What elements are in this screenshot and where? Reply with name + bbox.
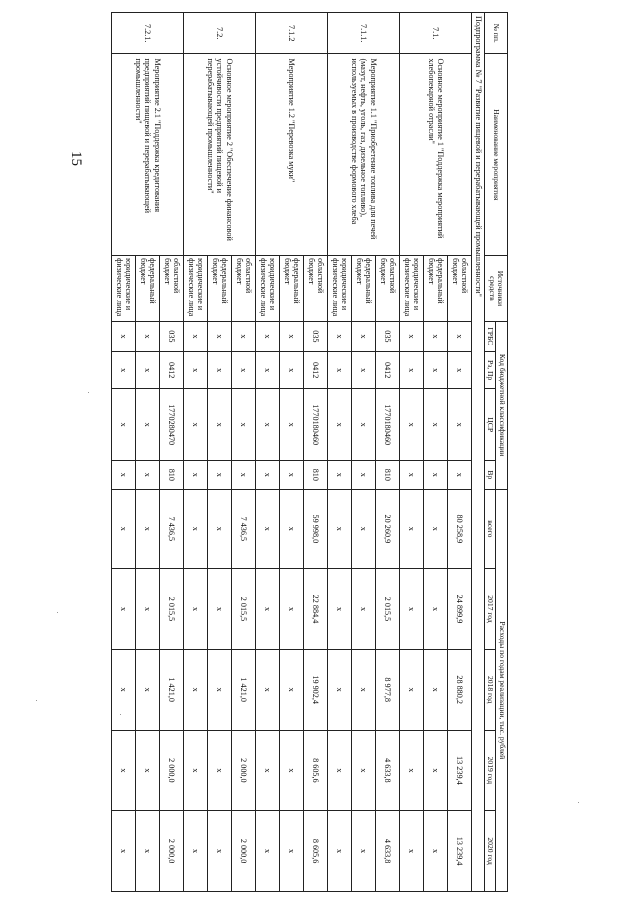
cell-y2017: х xyxy=(256,569,280,650)
cell-y2019: 2 000,0 xyxy=(160,730,184,811)
cell-rzpr: х xyxy=(328,352,352,389)
cell-grbs: х xyxy=(328,321,352,352)
cell-total: 59 998,0 xyxy=(304,489,328,569)
cell-total: 80 258,9 xyxy=(448,489,472,569)
funding-source: федеральный бюджет xyxy=(280,256,304,321)
cell-y2017: 2 015,5 xyxy=(232,569,256,650)
cell-y2018: х xyxy=(112,649,136,730)
header-2017: 2017 год xyxy=(484,569,496,650)
expenses-table xyxy=(111,12,508,892)
cell-y2019: х xyxy=(280,730,304,811)
cell-y2019: х xyxy=(112,730,136,811)
cell-csr: х xyxy=(112,389,136,461)
cell-grbs: х xyxy=(184,321,208,352)
cell-y2019: х xyxy=(424,730,448,811)
header-csr: ЦСР xyxy=(484,389,496,461)
header-no: № пп. xyxy=(484,13,507,54)
cell-y2020: 2 000,0 xyxy=(160,811,184,892)
cell-total: х xyxy=(256,489,280,569)
header-expenses: Расходы по годам реализации, тыс. рублей xyxy=(496,489,508,891)
table-row xyxy=(448,13,472,892)
cell-total: х xyxy=(112,489,136,569)
funding-source: федеральный бюджет xyxy=(352,256,376,321)
cell-csr: х xyxy=(424,389,448,461)
cell-csr: х xyxy=(256,389,280,461)
cell-y2017: 24 899,9 xyxy=(448,569,472,650)
cell-rzpr: х xyxy=(136,352,160,389)
cell-y2020: х xyxy=(328,811,352,892)
activity-name: Мероприятие 2.1 "Поддержка кредитования предприятий пищевой и перерабатывающей промышленности" xyxy=(112,54,184,256)
table-row xyxy=(232,13,256,892)
funding-source: федеральный бюджет xyxy=(424,256,448,321)
scan-speck xyxy=(578,802,579,803)
cell-y2018: 8 977,8 xyxy=(376,649,400,730)
header-source: Источники средств xyxy=(484,256,507,321)
activity-name: Мероприятие 1.1 "Приобретение топлива для печей (мазут, нефть, уголь, газ, дизельное топливо), используемых в производстве формового хлеба xyxy=(328,54,400,256)
cell-y2020: х xyxy=(400,811,424,892)
cell-total: х xyxy=(352,489,376,569)
cell-y2018: х xyxy=(256,649,280,730)
cell-grbs: х xyxy=(112,321,136,352)
cell-rzpr: 0412 xyxy=(304,352,328,389)
cell-total: 20 260,9 xyxy=(376,489,400,569)
funding-source: областной бюджет xyxy=(376,256,400,321)
cell-grbs: х xyxy=(232,321,256,352)
funding-source: областной бюджет xyxy=(160,256,184,321)
header-total: всего xyxy=(484,489,496,569)
cell-y2017: х xyxy=(136,569,160,650)
cell-total: х xyxy=(328,489,352,569)
cell-vr: х xyxy=(184,461,208,489)
cell-y2017: х xyxy=(184,569,208,650)
cell-vr: х xyxy=(400,461,424,489)
cell-rzpr: 0412 xyxy=(160,352,184,389)
cell-y2018: х xyxy=(280,649,304,730)
subprogram-row xyxy=(472,13,484,892)
cell-y2017: х xyxy=(400,569,424,650)
cell-rzpr: х xyxy=(184,352,208,389)
cell-y2018: х xyxy=(352,649,376,730)
cell-rzpr: х xyxy=(208,352,232,389)
cell-y2018: х xyxy=(184,649,208,730)
cell-rzpr: х xyxy=(400,352,424,389)
cell-csr: х xyxy=(448,389,472,461)
table-row xyxy=(376,13,400,892)
cell-total: х xyxy=(424,489,448,569)
cell-y2018: 1 421,0 xyxy=(232,649,256,730)
cell-y2020: х xyxy=(352,811,376,892)
cell-vr: х xyxy=(208,461,232,489)
header-grbs: ГРБС xyxy=(484,321,496,352)
cell-y2019: 4 633,8 xyxy=(376,730,400,811)
funding-source: областной бюджет xyxy=(232,256,256,321)
cell-grbs: х xyxy=(352,321,376,352)
cell-grbs: х xyxy=(424,321,448,352)
activity-name: Мероприятие 1.2 "Перевозка муки" xyxy=(256,54,328,256)
scan-speck xyxy=(88,392,89,393)
cell-grbs: х xyxy=(280,321,304,352)
header-name: Наименование мероприятия xyxy=(484,54,507,256)
cell-rzpr: х xyxy=(112,352,136,389)
cell-csr: х xyxy=(184,389,208,461)
cell-total: 7 436,5 xyxy=(232,489,256,569)
cell-y2017: х xyxy=(112,569,136,650)
header-budget-code: Код бюджетной классификации xyxy=(496,321,508,489)
cell-y2019: х xyxy=(328,730,352,811)
cell-y2018: х xyxy=(400,649,424,730)
cell-y2018: х xyxy=(328,649,352,730)
cell-vr: х xyxy=(112,461,136,489)
cell-y2017: х xyxy=(280,569,304,650)
cell-csr: х xyxy=(352,389,376,461)
cell-grbs: х xyxy=(208,321,232,352)
cell-grbs: х xyxy=(136,321,160,352)
activity-name: Основное мероприятие 1 "Поддержка мероприятий хлебопекарной отрасли" xyxy=(400,54,472,256)
cell-y2017: 22 884,4 xyxy=(304,569,328,650)
cell-y2020: х xyxy=(184,811,208,892)
cell-vr: 810 xyxy=(304,461,328,489)
cell-y2020: х xyxy=(208,811,232,892)
cell-rzpr: 0412 xyxy=(376,352,400,389)
cell-y2019: х xyxy=(208,730,232,811)
cell-total: х xyxy=(400,489,424,569)
funding-source: федеральный бюджет xyxy=(136,256,160,321)
header-2018: 2018 год xyxy=(484,649,496,730)
cell-y2020: х xyxy=(112,811,136,892)
table-body xyxy=(112,13,484,892)
cell-vr: х xyxy=(256,461,280,489)
cell-y2020: х xyxy=(256,811,280,892)
row-number: 7.1.1. xyxy=(328,13,400,54)
cell-vr: 810 xyxy=(376,461,400,489)
cell-csr: 1770180460 xyxy=(304,389,328,461)
cell-csr: х xyxy=(280,389,304,461)
cell-y2019: х xyxy=(256,730,280,811)
cell-y2020: х xyxy=(424,811,448,892)
cell-rzpr: х xyxy=(280,352,304,389)
cell-grbs: 035 xyxy=(160,321,184,352)
cell-total: х xyxy=(208,489,232,569)
cell-csr: х xyxy=(136,389,160,461)
activity-name: Основное мероприятие 2 "Обеспечение финансовой устойчивости предприятий пищевой и перерабатывающей промышленности" xyxy=(184,54,256,256)
funding-source: юридические и физические лица xyxy=(256,256,280,321)
funding-source: областной бюджет xyxy=(304,256,328,321)
cell-y2017: х xyxy=(352,569,376,650)
funding-source: юридические и физические лица xyxy=(400,256,424,321)
row-number: 7.1. xyxy=(400,13,472,54)
cell-rzpr: х xyxy=(232,352,256,389)
funding-source: юридические и физические лица xyxy=(112,256,136,321)
funding-source: юридические и физические лица xyxy=(184,256,208,321)
funding-source: юридические и физические лица xyxy=(328,256,352,321)
header-vr: Вр xyxy=(484,461,496,489)
cell-y2018: х xyxy=(136,649,160,730)
table-header xyxy=(484,13,507,892)
cell-y2020: 4 633,8 xyxy=(376,811,400,892)
cell-vr: х xyxy=(424,461,448,489)
header-rzpr: Рз, Пр xyxy=(484,352,496,389)
row-number: 7.2.1. xyxy=(112,13,184,54)
cell-y2019: х xyxy=(352,730,376,811)
cell-vr: х xyxy=(232,461,256,489)
page-number: 15 xyxy=(68,151,84,166)
cell-y2020: 8 605,6 xyxy=(304,811,328,892)
cell-csr: х xyxy=(400,389,424,461)
cell-csr: 1770180460 xyxy=(376,389,400,461)
cell-y2019: х xyxy=(400,730,424,811)
cell-total: 7 436,5 xyxy=(160,489,184,569)
cell-y2020: х xyxy=(280,811,304,892)
cell-y2018: х xyxy=(424,649,448,730)
cell-grbs: 035 xyxy=(376,321,400,352)
cell-csr: х xyxy=(232,389,256,461)
cell-y2019: 2 000,0 xyxy=(232,730,256,811)
cell-y2019: 8 605,6 xyxy=(304,730,328,811)
cell-y2017: х xyxy=(328,569,352,650)
cell-y2020: 2 000,0 xyxy=(232,811,256,892)
cell-vr: 810 xyxy=(160,461,184,489)
header-2019: 2019 год xyxy=(484,730,496,811)
cell-y2017: х xyxy=(208,569,232,650)
cell-y2018: 28 880,2 xyxy=(448,649,472,730)
cell-rzpr: х xyxy=(424,352,448,389)
cell-y2019: х xyxy=(136,730,160,811)
cell-total: х xyxy=(184,489,208,569)
cell-csr: х xyxy=(328,389,352,461)
funding-source: областной бюджет xyxy=(448,256,472,321)
cell-vr: х xyxy=(352,461,376,489)
cell-csr: 1770280470 xyxy=(160,389,184,461)
funding-source: федеральный бюджет xyxy=(208,256,232,321)
cell-y2020: 13 239,4 xyxy=(448,811,472,892)
cell-y2017: х xyxy=(424,569,448,650)
cell-csr: х xyxy=(208,389,232,461)
cell-y2020: х xyxy=(136,811,160,892)
cell-y2017: 2 015,5 xyxy=(376,569,400,650)
row-number: 7.1.2 xyxy=(256,13,328,54)
table-row xyxy=(304,13,328,892)
scan-speck xyxy=(57,612,58,613)
cell-grbs: 035 xyxy=(304,321,328,352)
cell-vr: х xyxy=(448,461,472,489)
cell-rzpr: х xyxy=(256,352,280,389)
cell-total: х xyxy=(136,489,160,569)
header-2020: 2020 год xyxy=(484,811,496,892)
cell-vr: х xyxy=(136,461,160,489)
table-row xyxy=(160,13,184,892)
cell-vr: х xyxy=(280,461,304,489)
cell-total: х xyxy=(280,489,304,569)
cell-rzpr: х xyxy=(352,352,376,389)
cell-y2017: 2 015,5 xyxy=(160,569,184,650)
cell-rzpr: х xyxy=(448,352,472,389)
cell-y2019: 13 239,4 xyxy=(448,730,472,811)
cell-y2019: х xyxy=(184,730,208,811)
rotated-table-container xyxy=(93,12,508,892)
cell-grbs: х xyxy=(400,321,424,352)
scan-speck xyxy=(36,700,37,701)
cell-grbs: х xyxy=(256,321,280,352)
subprogram-title: Подпрограмма № 7 "Развитие пищевой и перерабатывающей промышленности" xyxy=(472,13,484,892)
cell-vr: х xyxy=(328,461,352,489)
cell-grbs: х xyxy=(448,321,472,352)
cell-y2018: х xyxy=(208,649,232,730)
row-number: 7.2. xyxy=(184,13,256,54)
cell-y2018: 19 902,4 xyxy=(304,649,328,730)
cell-y2018: 1 421,0 xyxy=(160,649,184,730)
